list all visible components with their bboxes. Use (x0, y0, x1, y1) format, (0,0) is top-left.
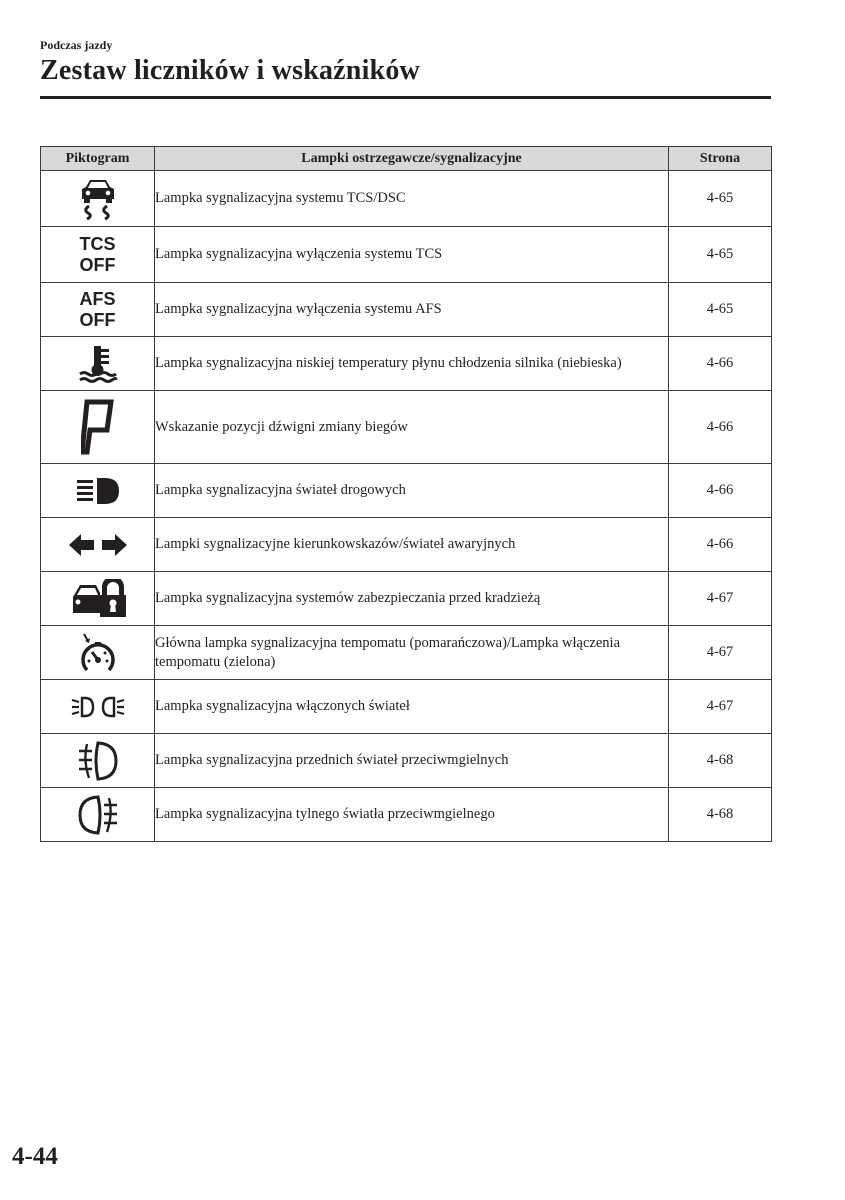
page-reference: 4-66 (669, 391, 772, 464)
column-header-pictogram: Piktogram (41, 147, 155, 171)
pictogram-cell (41, 788, 155, 842)
description-cell: Główna lampka sygnalizacyjna tempomatu (pomarańczowa)/Lampka włączenia tempomatu (zielona) (155, 626, 669, 680)
page-reference: 4-67 (669, 680, 772, 734)
pictogram-cell (41, 283, 155, 337)
title-rule (40, 96, 771, 99)
page-reference: 4-68 (669, 734, 772, 788)
table-row (41, 626, 772, 680)
page-reference: 4-68 (669, 788, 772, 842)
table-row (41, 680, 772, 734)
description-cell: Lampka sygnalizacyjna przednich świateł przeciwmgielnych (155, 734, 669, 788)
pictogram-cell (41, 391, 155, 464)
column-header-description: Lampki ostrzegawcze/sygnalizacyjne (155, 147, 669, 171)
page-reference: 4-65 (669, 171, 772, 227)
pictogram-cell (41, 171, 155, 227)
afs-off-icon (80, 289, 116, 331)
pictogram-cell (41, 337, 155, 391)
page-reference: 4-67 (669, 626, 772, 680)
description-cell: Lampka sygnalizacyjna systemu TCS/DSC (155, 171, 669, 227)
description-cell: Lampka sygnalizacyjna wyłączenia systemu TCS (155, 227, 669, 283)
description-cell: Lampka sygnalizacyjna włączonych świateł (155, 680, 669, 734)
page-reference: 4-65 (669, 283, 772, 337)
page-reference: 4-67 (669, 572, 772, 626)
lights-on-icon (71, 695, 125, 719)
table-row (41, 518, 772, 572)
pictogram-cell (41, 734, 155, 788)
table-row (41, 734, 772, 788)
page-reference: 4-66 (669, 464, 772, 518)
page-reference: 4-66 (669, 337, 772, 391)
rear-fog-light-icon (77, 794, 119, 836)
front-fog-light-icon (77, 740, 119, 782)
tcs-dsc-icon (78, 177, 118, 221)
pictogram-cell (41, 626, 155, 680)
table-row (41, 464, 772, 518)
gear-position-icon (81, 398, 115, 456)
turn-signal-icon (68, 534, 128, 556)
table-row (41, 227, 772, 283)
table-row (41, 283, 772, 337)
page-reference: 4-66 (669, 518, 772, 572)
pictogram-cell (41, 572, 155, 626)
table-row (41, 171, 772, 227)
high-beam-icon (75, 477, 121, 505)
table-row (41, 572, 772, 626)
indicator-table (40, 146, 772, 842)
page-number: 4-44 (12, 1143, 58, 1170)
section-label: Podczas jazdy (40, 38, 113, 52)
table-header-row (41, 147, 772, 171)
coolant-temperature-icon (77, 344, 119, 384)
description-cell: Lampka sygnalizacyjna systemów zabezpieczania przed kradzieżą (155, 572, 669, 626)
description-cell: Lampka sygnalizacyjna świateł drogowych (155, 464, 669, 518)
pictogram-cell (41, 464, 155, 518)
table-row (41, 391, 772, 464)
pictogram-cell (41, 227, 155, 283)
pictogram-cell (41, 680, 155, 734)
description-cell: Lampka sygnalizacyjna wyłączenia systemu AFS (155, 283, 669, 337)
description-cell: Lampka sygnalizacyjna niskiej temperatury płynu chłodzenia silnika (niebieska) (155, 337, 669, 391)
column-header-page: Strona (669, 147, 772, 171)
page-title: Zestaw liczników i wskaźników (40, 55, 420, 86)
table-row (41, 337, 772, 391)
security-system-icon (70, 579, 126, 619)
icon-text-line: OFF (79, 254, 116, 275)
icon-text-line: AFS (79, 288, 116, 309)
pictogram-cell (41, 518, 155, 572)
table-row (41, 788, 772, 842)
tcs-off-icon (80, 234, 116, 276)
description-cell: Wskazanie pozycji dźwigni zmiany biegów (155, 391, 669, 464)
description-cell: Lampki sygnalizacyjne kierunkowskazów/świateł awaryjnych (155, 518, 669, 572)
icon-text-line: OFF (79, 309, 116, 330)
description-cell: Lampka sygnalizacyjna tylnego światła przeciwmgielnego (155, 788, 669, 842)
cruise-control-icon (78, 632, 118, 674)
page-reference: 4-65 (669, 227, 772, 283)
icon-text-line: TCS (79, 233, 116, 254)
